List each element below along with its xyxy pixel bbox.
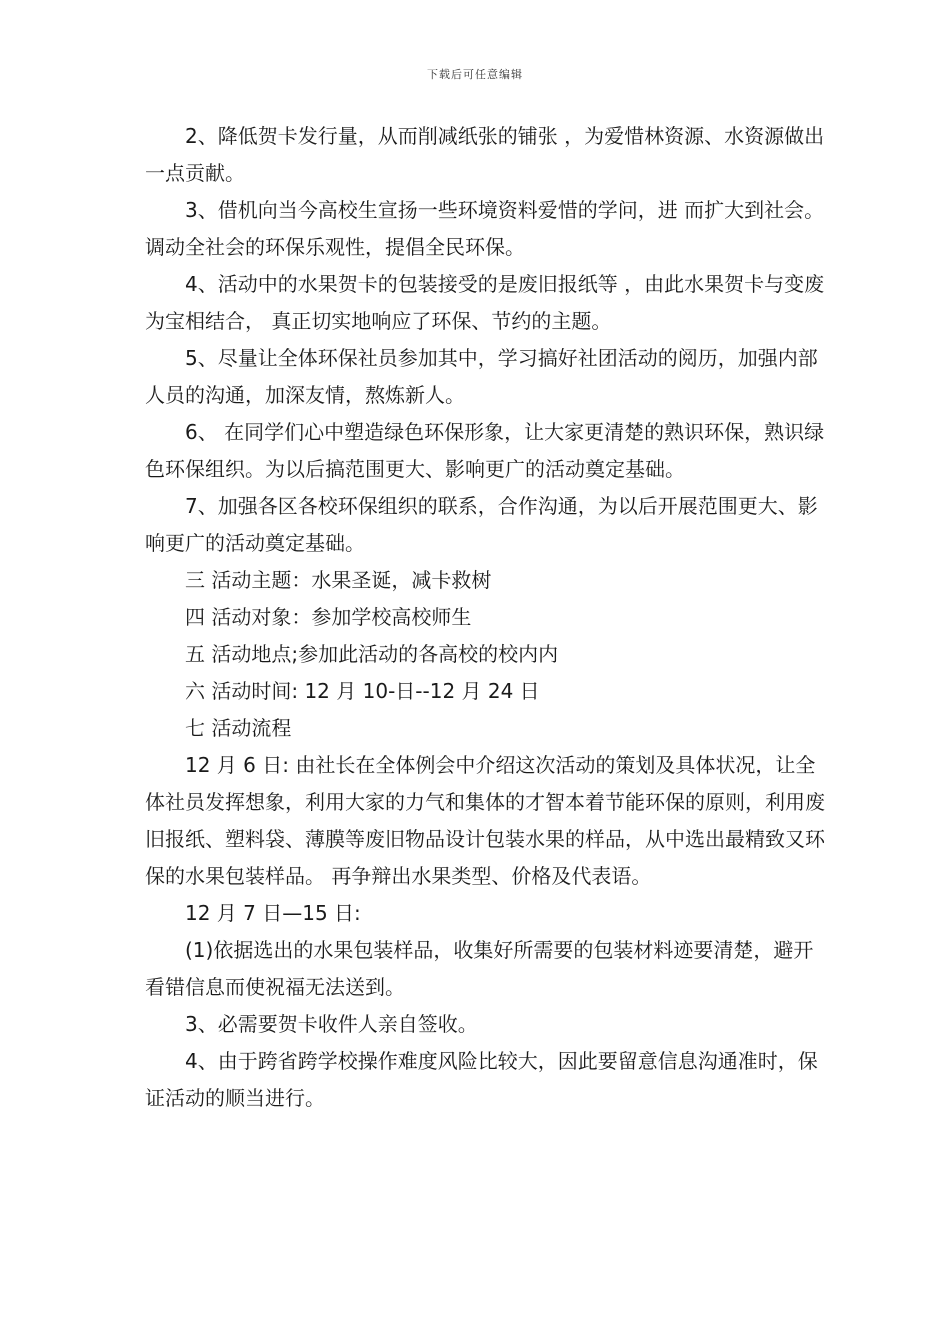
header-note: 下载后可任意编辑 (427, 68, 523, 81)
section-process: 七 活动流程 (185, 716, 292, 740)
paragraph-step-4: 4、由于跨省跨学校操作难度风险比较大，因此要留意信息沟通准时，保证活动的顺当进行。 (145, 1049, 818, 1110)
paragraph-goal-5: 5、尽量让全体环保社员参加其中，学习搞好社团活动的阅历，加强内部人员的沟通，加深友情，熬炼新人。 (145, 346, 818, 407)
section-audience: 四 活动对象：参加学校高校师生 (185, 605, 472, 629)
paragraph-goal-2: 2、降低贺卡发行量，从而削减纸张的铺张 ，为爱惜林资源、水资源做出一点贡献。 (145, 124, 825, 185)
paragraph-goal-7: 7、加强各区各校环保组织的联系，合作沟通，为以后开展范围更大、影响更广的活动奠定基础。 (145, 494, 818, 555)
paragraph-dec-7-15: 12 月 7 日—15 日: (185, 901, 361, 925)
document-body (145, 118, 825, 1117)
paragraph-goal-3: 3、借机向当今高校生宣扬一些环境资料爱惜的学问，进 而扩大到社会。 调动全社会的环保乐观性，提倡全民环保。 (145, 198, 825, 259)
paragraph-dec-6: 12 月 6 日: 由社长在全体例会中介绍这次活动的策划及具体状况，让全体社员发挥想象，利用大家的力气和集体的才智本着节能环保的原则，利用废旧报纸、塑料袋、薄膜等废旧物品设计包装水果的样品，从中选出最精致又环保的水果包装样品。 再争辩出水果类型、价格及代表语。 (145, 753, 825, 888)
section-theme: 三 活动主题：水果圣诞，减卡救树 (185, 568, 492, 592)
section-time: 六 活动时间: 12 月 10-日--12 月 24 日 (185, 679, 540, 703)
paragraph-goal-4: 4、活动中的水果贺卡的包装接受的是废旧报纸等 ，由此水果贺卡与变废为宝相结合， 真正切实地响应了环保、节约的主题。 (145, 272, 825, 333)
paragraph-goal-6: 6、 在同学们心中塑造绿色环保形象，让大家更清楚的熟识环保，熟识绿色环保组织。为以后搞范围更大、影响更广的活动奠定基础。 (145, 420, 825, 481)
paragraph-step-3: 3、必需要贺卡收件人亲自签收。 (185, 1012, 478, 1036)
section-location: 五 活动地点;参加此活动的各高校的校内内 (185, 642, 559, 666)
paragraph-step-1: (1)依据选出的水果包装样品，收集好所需要的包装材料迹要清楚，避开看错信息而使祝福无法送到。 (145, 938, 814, 999)
